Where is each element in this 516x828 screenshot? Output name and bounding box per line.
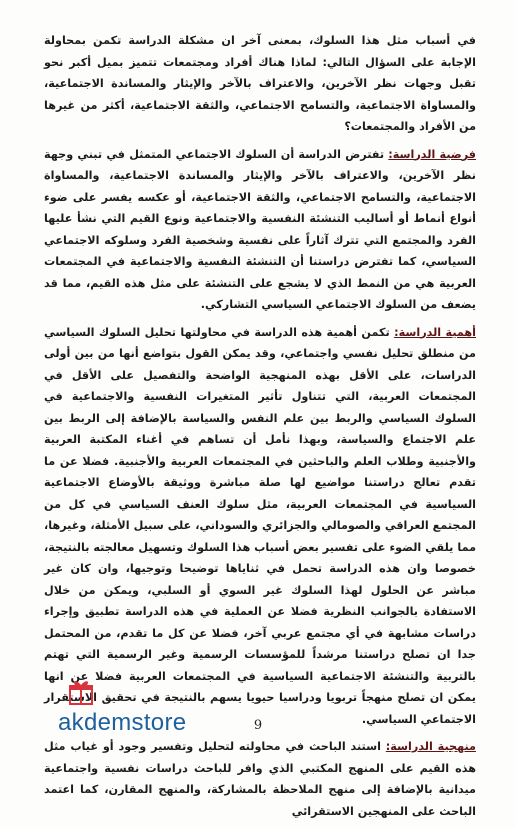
paragraph-methodology [44, 736, 476, 822]
paragraph-text: تفترض الدراسة أن السلوك الاجتماعي المتمثل في تبني وجهة نظر الآخرين، والاعتراف بالآخر والإيثار والمساندة الاجتماعية، والمساواة الاجتماعية، والتسامح الاجتماعي، والثقة الاجتماعية، أو عكسه يفسر على ضوء أنواع أنماط أو أساليب التنشئة النفسية والاجتماعية ونوع القيم التي نشأ عليها الفرد والمجتمع التي تترك آثاراً على نفسية وشخصية الفرد وسلوكه الاجتماعي السياسي، كما تفترض دراستنا أن التنشئة النفسية والاجتماعية في المجتمعات العربية هي من النمط الذي لا يشجع على التنشئة على مثل هذه القيم، مما قد يضعف من السلوك الاجتماعي السياسي التشاركي. [44, 147, 476, 311]
paragraph-text: في أسباب مثل هذا السلوك، بمعنى آخر ان مشكلة الدراسة تكمن بمحاولة الإجابة على السؤال التالي: لماذا هناك أفراد ومجتمعات تتميز بميل أكبر نحو تقبل وجهات نظر الآخرين، والاعتراف بالآخر والإيثار والمساندة الاجتماعية، والمساواة الاجتماعية، والتسامح الاجتماعي، والثقة الاجتماعية، أكثر من غيرها من الأفراد والمجتمعات؟ [44, 34, 476, 133]
page-number: 9 [253, 718, 263, 733]
paragraph-text: استند الباحث في محاولته لتحليل وتفسير وجود أو غياب مثل هذه القيم على المنهج المكتبي الذي وافر للباحث دراسات نفسية واجتماعية ميدانية بالإضافة إلى منهج الملاحظة بالمشاركة، والمنهج المقارن، كما اعتمد الباحث على المنهجين الاستقرائي [44, 740, 476, 818]
paragraph-text: تكمن أهمية هذه الدراسة في محاولتها تحليل السلوك السياسي من منطلق تحليل نفسي واجتماعي، وقد يمكن القول بتواضع أنها من بين أولى الدراسات، على الأقل بهذه المنهجية الواضحة والتفصيل على الأقل في المجتمعات العربية، التي تتناول تأثير المتغيرات النفسية والاجتماعية في السلوك السياسي والربط بين علم النفس والسياسة بالإضافة إلى الربط بين علم الاجتماع والسياسة، وبهذا نأمل أن تساهم في أغناء المكتبة العربية والأجنبية وطلاب العلم والباحثين في المجتمعات العربية والأجنبية. فضلا عن ما تقدم تعالج دراستنا مواضيع لها صلة مباشرة ووثيقة بالأوضاع الاجتماعية السياسية في المجتمعات العربية، مثل سلوك العنف السياسي في كل من المجتمع العراقي والصومالي والجزائري والسوداني، على سبيل الأمثلة، وغيرها، مما يلقي الضوء على تفسير بعض أسباب هذا السلوك وتسهيل معالجته بالنتيجة، خصوصا وان هذه الدراسة تحمل في ثناياها توضيحا وتوجيها، وان كان غير مباشر عن الحلول لهذا السلوك غير السوي أو السلبي، ويمكن من خلال الاستفادة بالجوانب النظرية فضلا عن العملية في هذه الدراسة تطبيق وإجراء دراسات مشابهة في أي مجتمع عربي آخر، فضلا عن كل ما تقدم، من المحتمل جدا ان تصلح دراستنا مرشداً للمؤسسات الرسمية وغير الرسمية التي تهتم بالتربية والتنشئة الاجتماعية السياسية في المجتمعات العربية فضلا عن انها يمكن ان تصلح منهجاً تربويا ودراسيا حيويا يسهم بالنتيجة في تحقيق الاستقرار الاجتماعي السياسي. [44, 325, 476, 726]
logo-wordmark: akdemstore [58, 709, 187, 736]
paragraph-hypothesis [44, 144, 476, 316]
paragraph-heading: فرضية الدراسة: [388, 147, 476, 161]
gift-box-icon [68, 678, 94, 706]
paragraph-heading: أهمية الدراسة: [394, 325, 476, 339]
paragraph-intro [44, 30, 476, 138]
paragraph-importance [44, 322, 476, 731]
paragraph-heading: منهجية الدراسة: [385, 740, 476, 753]
